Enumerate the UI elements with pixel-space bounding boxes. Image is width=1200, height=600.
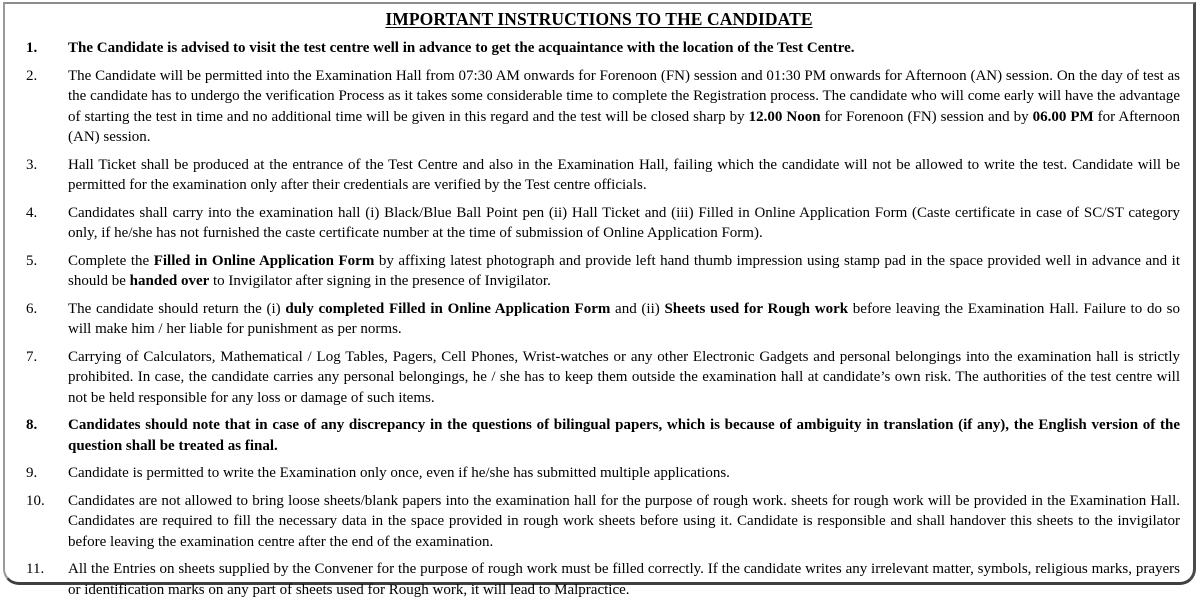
instruction-text: The candidate should return the (i) duly completed Filled in Online Application Form and (ii) Sheets used for Rough work before leaving the Examination Hall. Failure to do so will make him / her liable for punishment as per norms. [68, 300, 1180, 337]
instruction-number: 8. [26, 417, 38, 433]
instruction-text: Candidates are not allowed to bring loose sheets/blank papers into the examination hall for the purpose of rough work. sheets for rough work will be provided in the Examination Hall. Candidates are required to fill the necessary data in the space provided in rough work sheets before using it. Candidate is responsible and shall handover this sheets to the invigilator before leaving the examination centre after the end of the examination. [68, 492, 1180, 550]
instruction-number: 4. [26, 204, 38, 221]
instruction-text: Hall Ticket shall be produced at the entrance of the Test Centre and also in the Examination Hall, failing which the candidate will not be allowed to write the test. Candidate will be permitted for the examination only after their credentials are verified by the Test centre officials. [68, 156, 1180, 193]
instruction-item [14, 155, 1184, 196]
instruction-number: 11. [26, 561, 45, 577]
instruction-number: 1. [26, 40, 38, 56]
instruction-number: 5. [26, 252, 38, 269]
instruction-number: 10. [26, 492, 45, 509]
instruction-text: Candidates shall carry into the examination hall (i) Black/Blue Ball Point pen (ii) Hall Ticket and (iii) Filled in Online Application Form (Caste certificate in case of SC/ST category only, if he/she has not furnished the caste certificate number at the time of submission of Online Application Form). [68, 204, 1180, 241]
instruction-item [14, 203, 1184, 244]
page-title [14, 8, 1184, 31]
instruction-text: Carrying of Calculators, Mathematical / Log Tables, Pagers, Cell Phones, Wrist-watches or any other Electronic Gadgets and personal belongings into the examination hall is strictly prohibited. In case, the candidate carries any personal belongings, he / she has to keep them outside the examination hall at candidate’s own risk. The authorities of the test centre will not be held responsible for any loss or damage of such items. [68, 348, 1180, 406]
instruction-text: The Candidate will be permitted into the Examination Hall from 07:30 AM onwards for Forenoon (FN) session and 01:30 PM onwards for Afternoon (AN) session. On the day of test as the candidate has to undergo the verification Process as it takes some considerable time to complete the Registration process. The candidate who will come early will have the advantage of starting the test in time and no additional time will be given in this regard and the test will be closed sharp by 12.00 Noon for Forenoon (FN) session and by 06.00 PM for Afternoon (AN) session. [68, 67, 1180, 145]
page-title-text: IMPORTANT INSTRUCTIONS TO THE CANDIDATE [385, 9, 813, 29]
instruction-item [14, 38, 1184, 59]
instructions-list [14, 38, 1184, 600]
instruction-text: Complete the Filled in Online Application Form by affixing latest photograph and provide left hand thumb impression using stamp pad in the space provided well in advance and it should be handed over to Invigilator after signing in the presence of Invigilator. [68, 252, 1180, 289]
instruction-number: 2. [26, 67, 38, 84]
instruction-item [14, 491, 1184, 553]
instruction-item [14, 463, 1184, 484]
instruction-item [14, 66, 1184, 148]
instruction-number: 7. [26, 348, 38, 365]
instruction-text: Candidate is permitted to write the Examination only once, even if he/she has submitted multiple applications. [68, 465, 730, 481]
instruction-item [14, 251, 1184, 292]
instruction-number: 3. [26, 156, 38, 173]
instruction-text: All the Entries on sheets supplied by the Convener for the purpose of rough work must be filled correctly. If the candidate writes any irrelevant matter, symbols, religious marks, prayers or identification marks on any part of sheets used for Rough work, it will lead to Malpractice. [68, 561, 1180, 598]
instruction-text: The Candidate is advised to visit the test centre well in advance to get the acquaintance with the location of the Test Centre. [68, 40, 855, 56]
instruction-text: Candidates should note that in case of any discrepancy in the questions of bilingual papers, which is because of ambiguity in translation (if any), the English version of the question shall be treated as final. [68, 417, 1180, 454]
instruction-item [14, 559, 1184, 600]
instruction-number: 9. [26, 465, 38, 481]
instruction-number: 6. [26, 300, 38, 317]
instruction-item [14, 299, 1184, 340]
instruction-item [14, 347, 1184, 409]
instruction-item [14, 415, 1184, 456]
